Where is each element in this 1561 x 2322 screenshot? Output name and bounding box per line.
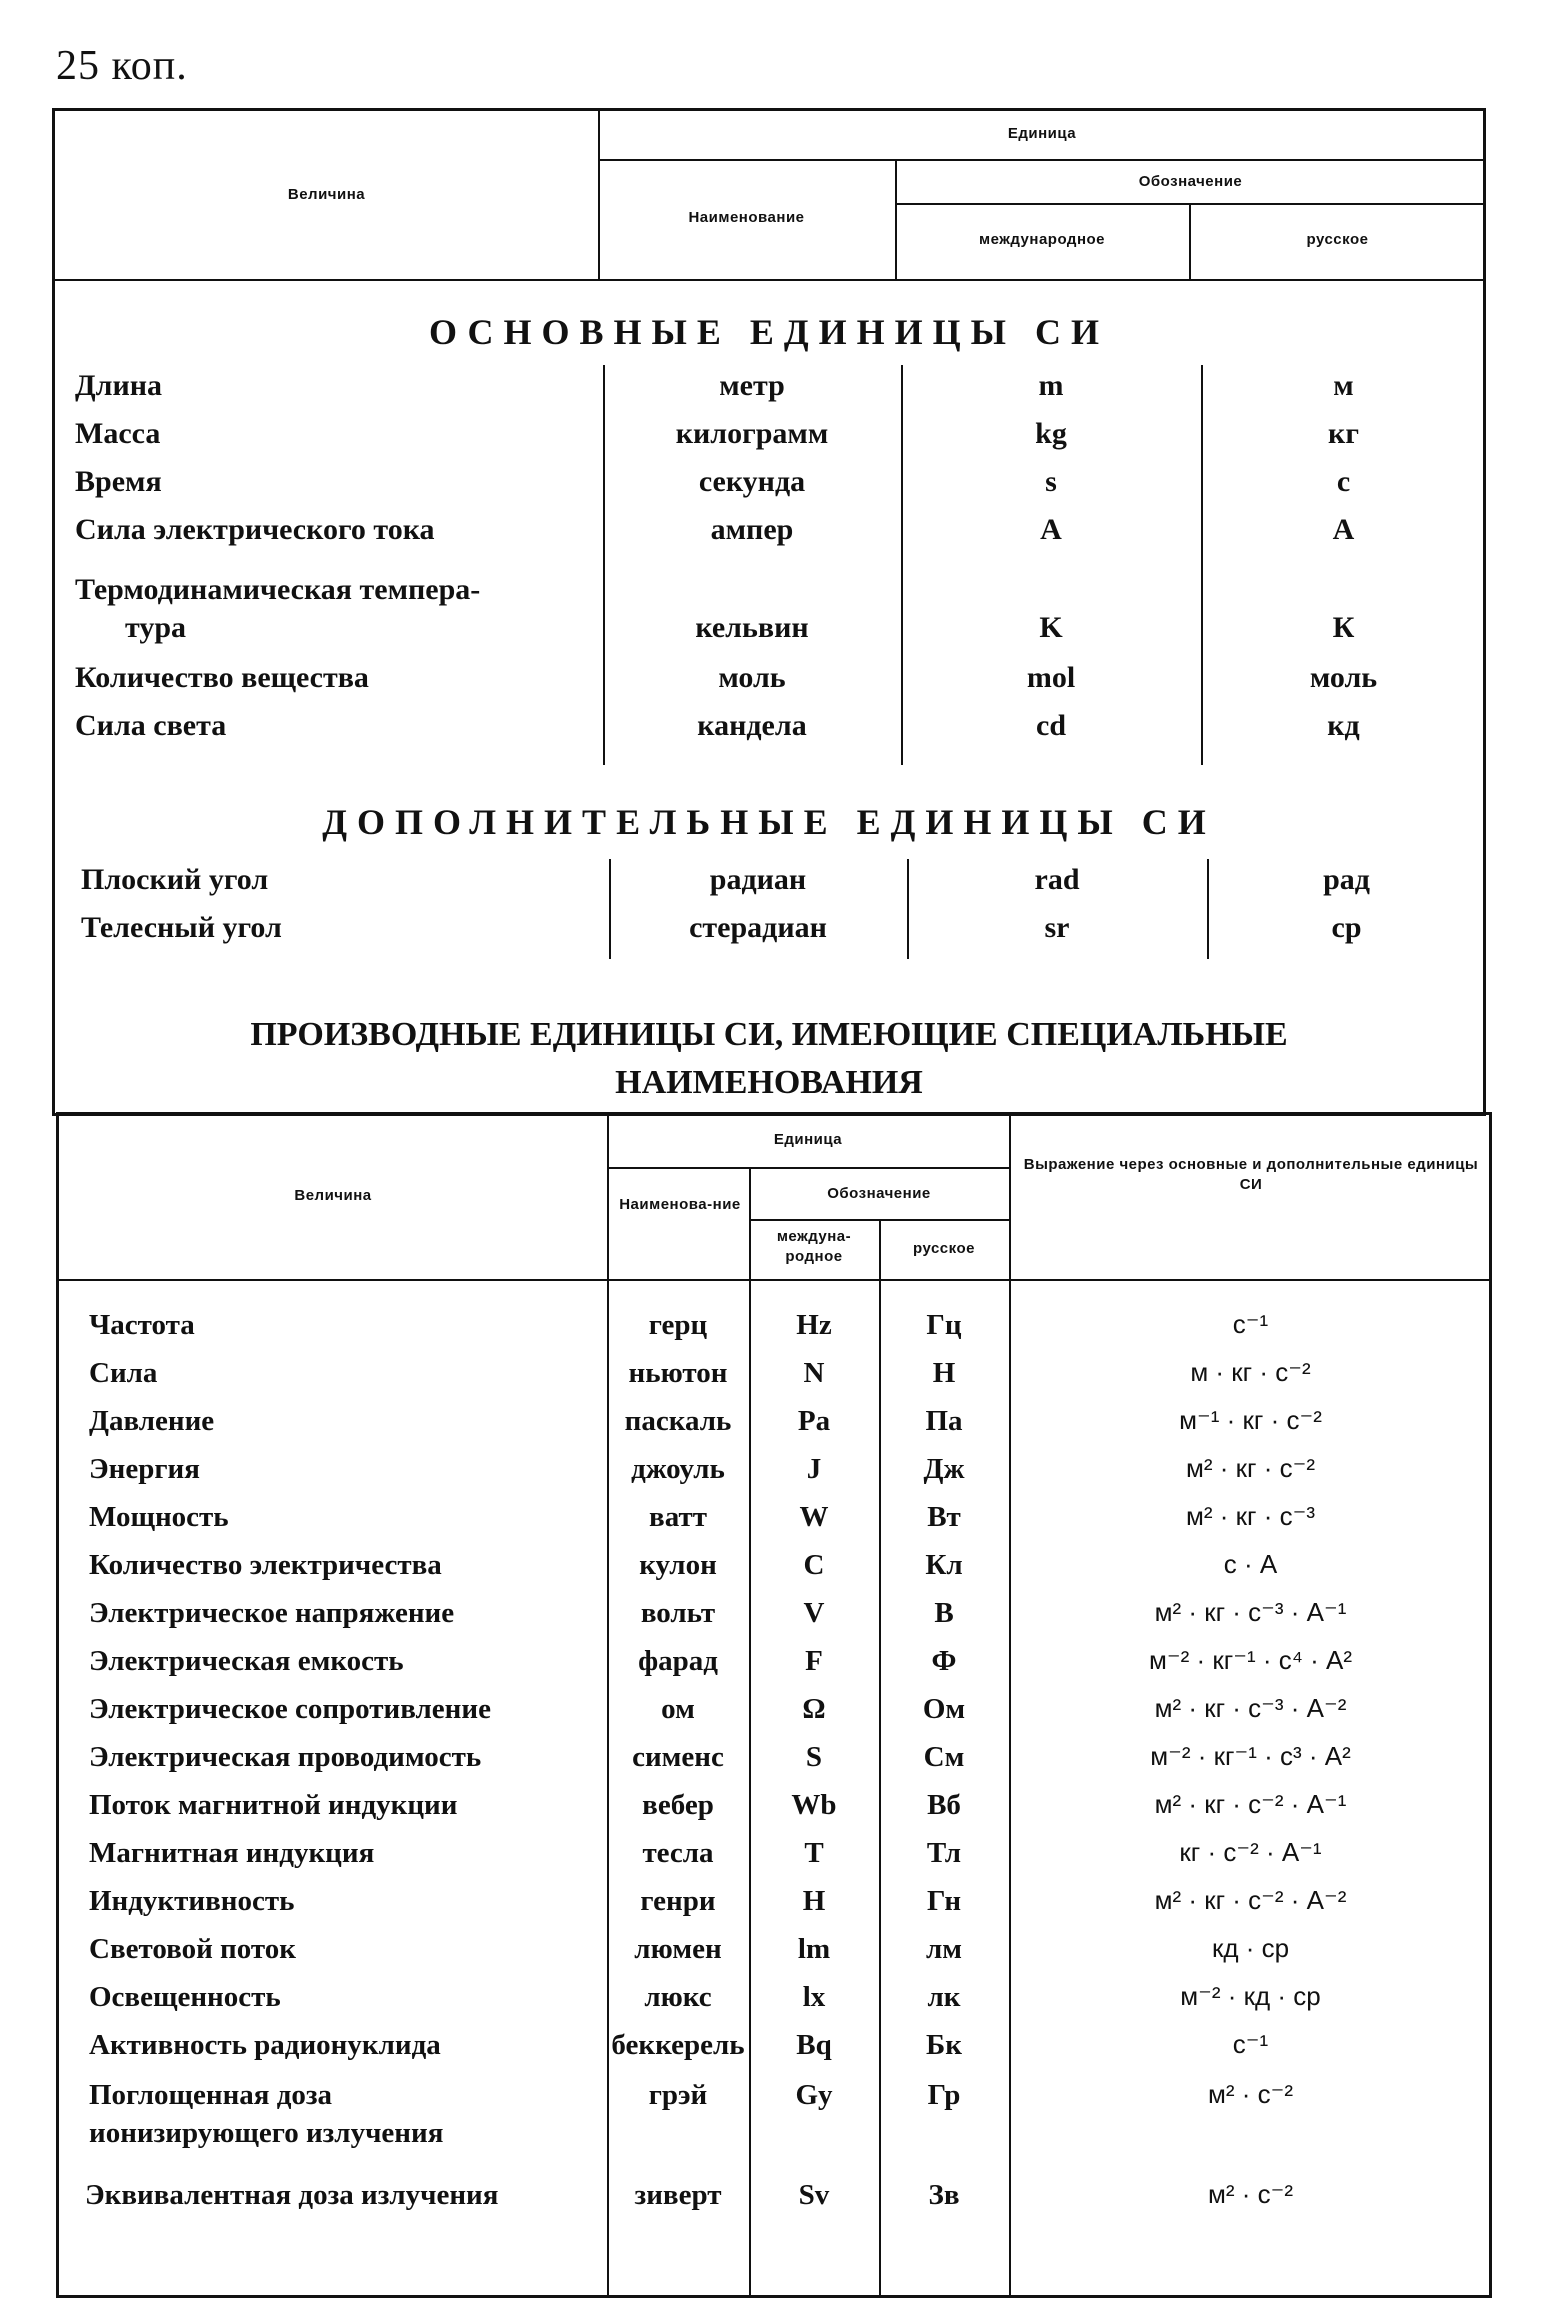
header-russian: русское <box>913 1240 975 1257</box>
section-title-supplementary: ДОПОЛНИТЕЛЬНЫЕ ЕДИНИЦЫ СИ <box>322 802 1216 842</box>
section-title-base: ОСНОВНЫЕ ЕДИНИЦЫ СИ <box>429 312 1109 352</box>
header-international: международное <box>978 231 1106 248</box>
si-derived-units-table: Величина Единица Наименова-ние Обозначение междуна-родное русское Выражение через основные и дополнительные единицы СИ Частота герц Hz Гц с⁻¹ Сила ньютон N Н м · кг · с⁻² Давление паскаль Pa Па м⁻¹ · кг · с⁻² Энергия джоуль J Дж м² · кг · с⁻² Мощность ватт W Вт м² · кг · с⁻³ Количество электричества кулон C Кл с · А Электрическое напряжение вольт V В м² · кг · с⁻³ · А⁻¹ Электрическая емкость фарад F Ф м⁻² · кг⁻¹ · с⁴ · А² Электрическое сопротивление ом Ω Ом м² · кг · с⁻³ · А⁻² Электрическая проводимость сименс S См м⁻² · кг⁻¹ · с³ · А² Поток магнитной индукции вебер Wb Вб м² · кг · с⁻² · А⁻¹ Магнитная индукция тесла T Тл кг · с⁻² · А⁻¹ Индуктивность генри H Гн м² · кг · с⁻² · А⁻² Световой поток люмен lm лм кд · ср Освещенность люкс lx лк м⁻² · кд · ср Активность радионуклида беккерель Bq Бк с⁻¹ Поглощенная доза грэй Gy Гр м² · с⁻² ионизирующего излучения Эквивалентная доза излучения зиверт Sv Зв м² · с⁻² <box>56 1112 1492 2298</box>
header-unit: Единица <box>773 1131 843 1148</box>
header-name: Наименова-ние <box>619 1196 741 1213</box>
header-name: Наименование <box>688 209 805 226</box>
si-base-units-table: Величина Единица Наименование Обозначение международное русское ОСНОВНЫЕ ЕДИНИЦЫ СИ Длина метр m м Масса килограмм kg кг Время секунда s с Сила электрического тока ампер A A Термодинамическая темпера- тура кельвин K К Количество вещества моль mol моль Сила света кандела cd кд ДОПОЛНИТЕЛЬНЫЕ ЕДИНИЦЫ СИ Плоский угол радиан rad рад Телесный угол стерадиан sr ср ПРОИЗВОДНЫЕ ЕДИНИЦЫ СИ, ИМЕЮЩИЕ СПЕЦИАЛЬНЫЕ НАИМЕНОВАНИЯ <box>52 108 1486 1116</box>
header-unit: Единица <box>1007 125 1077 142</box>
section-title-derived-line1: ПРОИЗВОДНЫЕ ЕДИНИЦЫ СИ, ИМЕЮЩИЕ СПЕЦИАЛЬНЫЕ <box>250 1016 1288 1053</box>
header-quantity: Величина <box>294 1187 372 1204</box>
header-international: междуна-родное <box>776 1228 852 1265</box>
header-quantity: Величина <box>287 186 366 203</box>
section-title-derived-line2: НАИМЕНОВАНИЯ <box>615 1064 923 1101</box>
header-designation: Обозначение <box>1138 173 1243 190</box>
header-russian: русское <box>1306 231 1369 248</box>
header-designation: Обозначение <box>827 1185 931 1202</box>
header-expression: Выражение через основные и дополнительные единицы СИ <box>1023 1156 1479 1193</box>
price-label: 25 коп. <box>56 43 188 89</box>
